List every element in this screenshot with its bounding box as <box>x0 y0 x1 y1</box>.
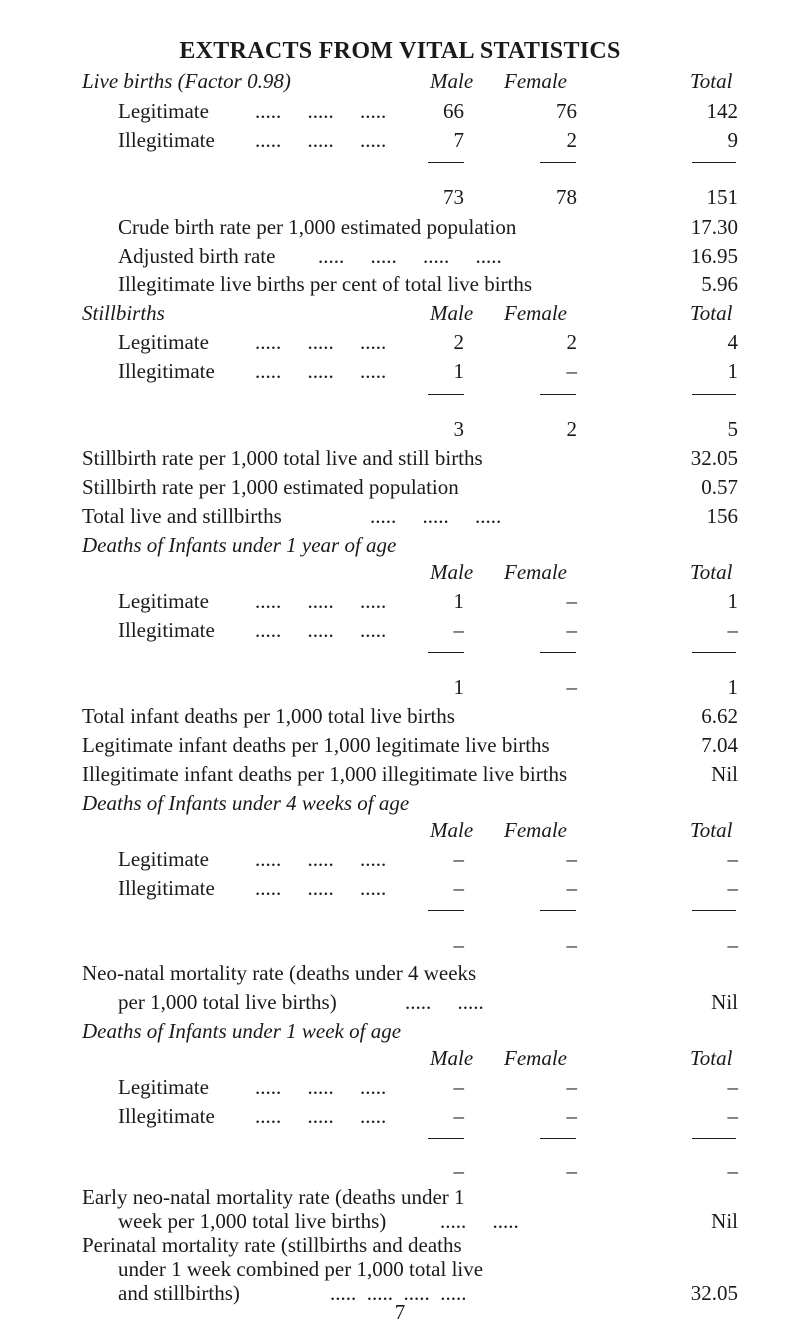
female-header: Female <box>504 1046 567 1070</box>
female-total: – <box>566 933 577 957</box>
stillbirths-illegitimate-row <box>0 356 800 386</box>
grand-total: 1 <box>727 675 738 699</box>
infants-4-weeks-illegitimate-row <box>0 873 800 903</box>
sum-rule <box>428 162 464 163</box>
row-label: Illegitimate <box>118 128 215 152</box>
male-value: – <box>453 1075 464 1099</box>
leader-dots: ..... ..... ..... <box>255 589 387 613</box>
male-value: 7 <box>453 128 464 152</box>
sum-rule <box>540 910 576 911</box>
male-total: 73 <box>443 185 464 209</box>
male-header: Male <box>430 560 474 584</box>
sum-rule <box>428 910 464 911</box>
infants-4-weeks-header <box>0 815 800 845</box>
row-label: Illegitimate <box>118 876 215 900</box>
female-header: Female <box>504 818 567 842</box>
neonatal-rate-line1 <box>0 958 800 988</box>
rate-value: Nil <box>711 990 738 1014</box>
rate-value: 16.95 <box>690 244 738 268</box>
leader-dots: ..... ..... ..... <box>255 359 387 383</box>
row-label: Illegitimate infant deaths per 1,000 illegitimate live births <box>82 762 568 786</box>
infants-4-weeks-heading-row <box>0 788 800 818</box>
row-label: Neo-natal mortality rate (deaths under 4 weeks <box>82 961 477 985</box>
total-value: – <box>727 618 738 642</box>
infants-4-weeks-legitimate-row <box>0 844 800 874</box>
live-births-totals-row <box>0 182 800 212</box>
sum-rule <box>540 652 576 653</box>
live-births-heading: Live births (Factor 0.98) <box>82 69 291 93</box>
leader-dots: ..... ..... ..... <box>255 1104 387 1128</box>
row-label: Legitimate <box>118 589 209 613</box>
sum-rule <box>692 910 736 911</box>
leader-dots: ..... ..... ..... <box>255 99 387 123</box>
male-value: 1 <box>453 589 464 613</box>
rate-value: Nil <box>711 762 738 786</box>
neonatal-rate-line2 <box>0 987 800 1017</box>
sum-rule <box>540 162 576 163</box>
male-header: Male <box>430 69 474 93</box>
stillbirths-totals-row <box>0 414 800 444</box>
sum-rule <box>692 394 736 395</box>
grand-total: – <box>727 1159 738 1183</box>
sum-rule <box>692 652 736 653</box>
row-label: Total infant deaths per 1,000 total live births <box>82 704 455 728</box>
row-label: Stillbirth rate per 1,000 estimated population <box>82 475 459 499</box>
row-label: and stillbirths) <box>118 1281 240 1305</box>
male-value: 1 <box>453 359 464 383</box>
infants-1-week-header <box>0 1043 800 1073</box>
male-value: 2 <box>453 330 464 354</box>
male-value: – <box>453 876 464 900</box>
row-label: Perinatal mortality rate (stillbirths and deaths <box>82 1233 462 1257</box>
total-value: 142 <box>706 99 738 123</box>
female-value: – <box>566 847 577 871</box>
total-header: Total <box>690 560 733 584</box>
stillbirths-header <box>0 298 800 328</box>
female-value: – <box>566 359 577 383</box>
male-header: Male <box>430 301 474 325</box>
infants-1-week-illegitimate-row <box>0 1101 800 1131</box>
stillbirth-rate-population-row <box>0 472 800 502</box>
rate-value: 7.04 <box>701 733 738 757</box>
stillbirths-legitimate-row <box>0 327 800 357</box>
row-label: Illegitimate live births per cent of total live births <box>118 272 533 296</box>
adjusted-birth-rate-row <box>0 241 800 271</box>
rate-value: Nil <box>711 1209 738 1233</box>
male-value: 66 <box>443 99 464 123</box>
grand-total: – <box>727 933 738 957</box>
sum-rule <box>540 1138 576 1139</box>
grand-total: 5 <box>727 417 738 441</box>
infants-1-year-illegitimate-row <box>0 615 800 645</box>
sum-rule <box>540 394 576 395</box>
leader-dots: ..... ..... <box>405 990 484 1014</box>
leader-dots: ..... ..... ..... <box>255 618 387 642</box>
total-header: Total <box>690 301 733 325</box>
row-label: Illegitimate <box>118 359 215 383</box>
leader-dots: ..... ..... ..... <box>255 1075 387 1099</box>
leader-dots: ..... ..... <box>440 1209 519 1233</box>
male-value: – <box>453 1104 464 1128</box>
row-label: Legitimate <box>118 1075 209 1099</box>
illegitimate-infant-rate-row <box>0 759 800 789</box>
live-births-illegitimate-row <box>0 125 800 155</box>
male-total: – <box>453 933 464 957</box>
total-live-still-row <box>0 501 800 531</box>
row-label: Legitimate infant deaths per 1,000 legitimate live births <box>82 733 550 757</box>
row-label: Legitimate <box>118 847 209 871</box>
infants-1-year-totals-row <box>0 672 800 702</box>
total-value: 1 <box>727 589 738 613</box>
leader-dots: ..... ..... ..... <box>255 330 387 354</box>
illegitimate-percent-row <box>0 269 800 299</box>
female-total: 78 <box>556 185 577 209</box>
row-label: Total live and stillbirths <box>82 504 282 528</box>
legitimate-infant-rate-row <box>0 730 800 760</box>
section-heading: Deaths of Infants under 1 week of age <box>82 1019 402 1043</box>
female-value: – <box>566 1075 577 1099</box>
leader-dots: ..... ..... ..... <box>370 504 502 528</box>
row-label: Illegitimate <box>118 1104 215 1128</box>
leader-dots: ..... ..... ..... ..... <box>318 244 502 268</box>
female-value: – <box>566 876 577 900</box>
total-value: – <box>727 847 738 871</box>
female-header: Female <box>504 560 567 584</box>
female-value: – <box>566 1104 577 1128</box>
infants-1-year-heading-row <box>0 530 800 560</box>
male-value: – <box>453 618 464 642</box>
female-value: – <box>566 589 577 613</box>
live-births-legitimate-row <box>0 96 800 126</box>
row-label: under 1 week combined per 1,000 total live <box>118 1257 484 1281</box>
infants-4-weeks-totals-row <box>0 930 800 960</box>
row-label: week per 1,000 total live births) <box>118 1209 387 1233</box>
female-total: – <box>566 1159 577 1183</box>
page-title: EXTRACTS FROM VITAL STATISTICS <box>179 38 621 64</box>
row-label: Early neo-natal mortality rate (deaths under 1 <box>82 1185 465 1209</box>
row-label: Crude birth rate per 1,000 estimated population <box>118 215 517 239</box>
total-value: 9 <box>727 128 738 152</box>
total-infant-rate-row <box>0 701 800 731</box>
rate-value: 6.62 <box>701 704 738 728</box>
row-label: Stillbirth rate per 1,000 total live and still births <box>82 446 483 470</box>
total-value: – <box>727 1104 738 1128</box>
row-label: Legitimate <box>118 99 209 123</box>
total-value: 1 <box>727 359 738 383</box>
row-label: per 1,000 total live births) <box>118 990 337 1014</box>
section-heading: Deaths of Infants under 1 year of age <box>82 533 397 557</box>
male-total: 1 <box>453 675 464 699</box>
total-value: 4 <box>727 330 738 354</box>
total-header: Total <box>690 1046 733 1070</box>
stillbirths-heading: Stillbirths <box>82 301 165 325</box>
rate-value: 156 <box>706 504 738 528</box>
infants-1-year-header <box>0 557 800 587</box>
section-heading: Deaths of Infants under 4 weeks of age <box>82 791 410 815</box>
female-value: 2 <box>566 128 577 152</box>
leader-dots: ..... ..... ..... ..... <box>330 1281 467 1305</box>
male-header: Male <box>430 1046 474 1070</box>
leader-dots: ..... ..... ..... <box>255 847 387 871</box>
grand-total: 151 <box>706 185 738 209</box>
rate-value: 0.57 <box>701 475 738 499</box>
male-total: – <box>453 1159 464 1183</box>
row-label: Legitimate <box>118 330 209 354</box>
leader-dots: ..... ..... ..... <box>255 876 387 900</box>
sum-rule <box>692 1138 736 1139</box>
rate-value: 5.96 <box>701 272 738 296</box>
infants-1-week-heading-row <box>0 1016 800 1046</box>
male-header: Male <box>430 818 474 842</box>
infants-1-week-legitimate-row <box>0 1072 800 1102</box>
sum-rule <box>692 162 736 163</box>
female-value: 2 <box>566 330 577 354</box>
rate-value: 32.05 <box>690 446 738 470</box>
total-value: – <box>727 1075 738 1099</box>
female-header: Female <box>504 301 567 325</box>
leader-dots: ..... ..... ..... <box>255 128 387 152</box>
female-header: Female <box>504 69 567 93</box>
sum-rule <box>428 1138 464 1139</box>
total-value: – <box>727 876 738 900</box>
sum-rule <box>428 394 464 395</box>
total-header: Total <box>690 818 733 842</box>
crude-birth-rate-row <box>0 212 800 242</box>
page-number: 7 <box>394 1300 406 1324</box>
live-births-header <box>0 66 800 96</box>
infants-1-year-legitimate-row <box>0 586 800 616</box>
rate-value: 17.30 <box>690 215 738 239</box>
row-label: Adjusted birth rate <box>118 244 276 268</box>
male-value: – <box>453 847 464 871</box>
total-header: Total <box>690 69 733 93</box>
female-total: – <box>566 675 577 699</box>
sum-rule <box>428 652 464 653</box>
female-value: 76 <box>556 99 577 123</box>
male-total: 3 <box>453 417 464 441</box>
rate-value: 32.05 <box>690 1281 738 1305</box>
row-label: Illegitimate <box>118 618 215 642</box>
female-total: 2 <box>566 417 577 441</box>
female-value: – <box>566 618 577 642</box>
stillbirth-rate-live-still-row <box>0 443 800 473</box>
